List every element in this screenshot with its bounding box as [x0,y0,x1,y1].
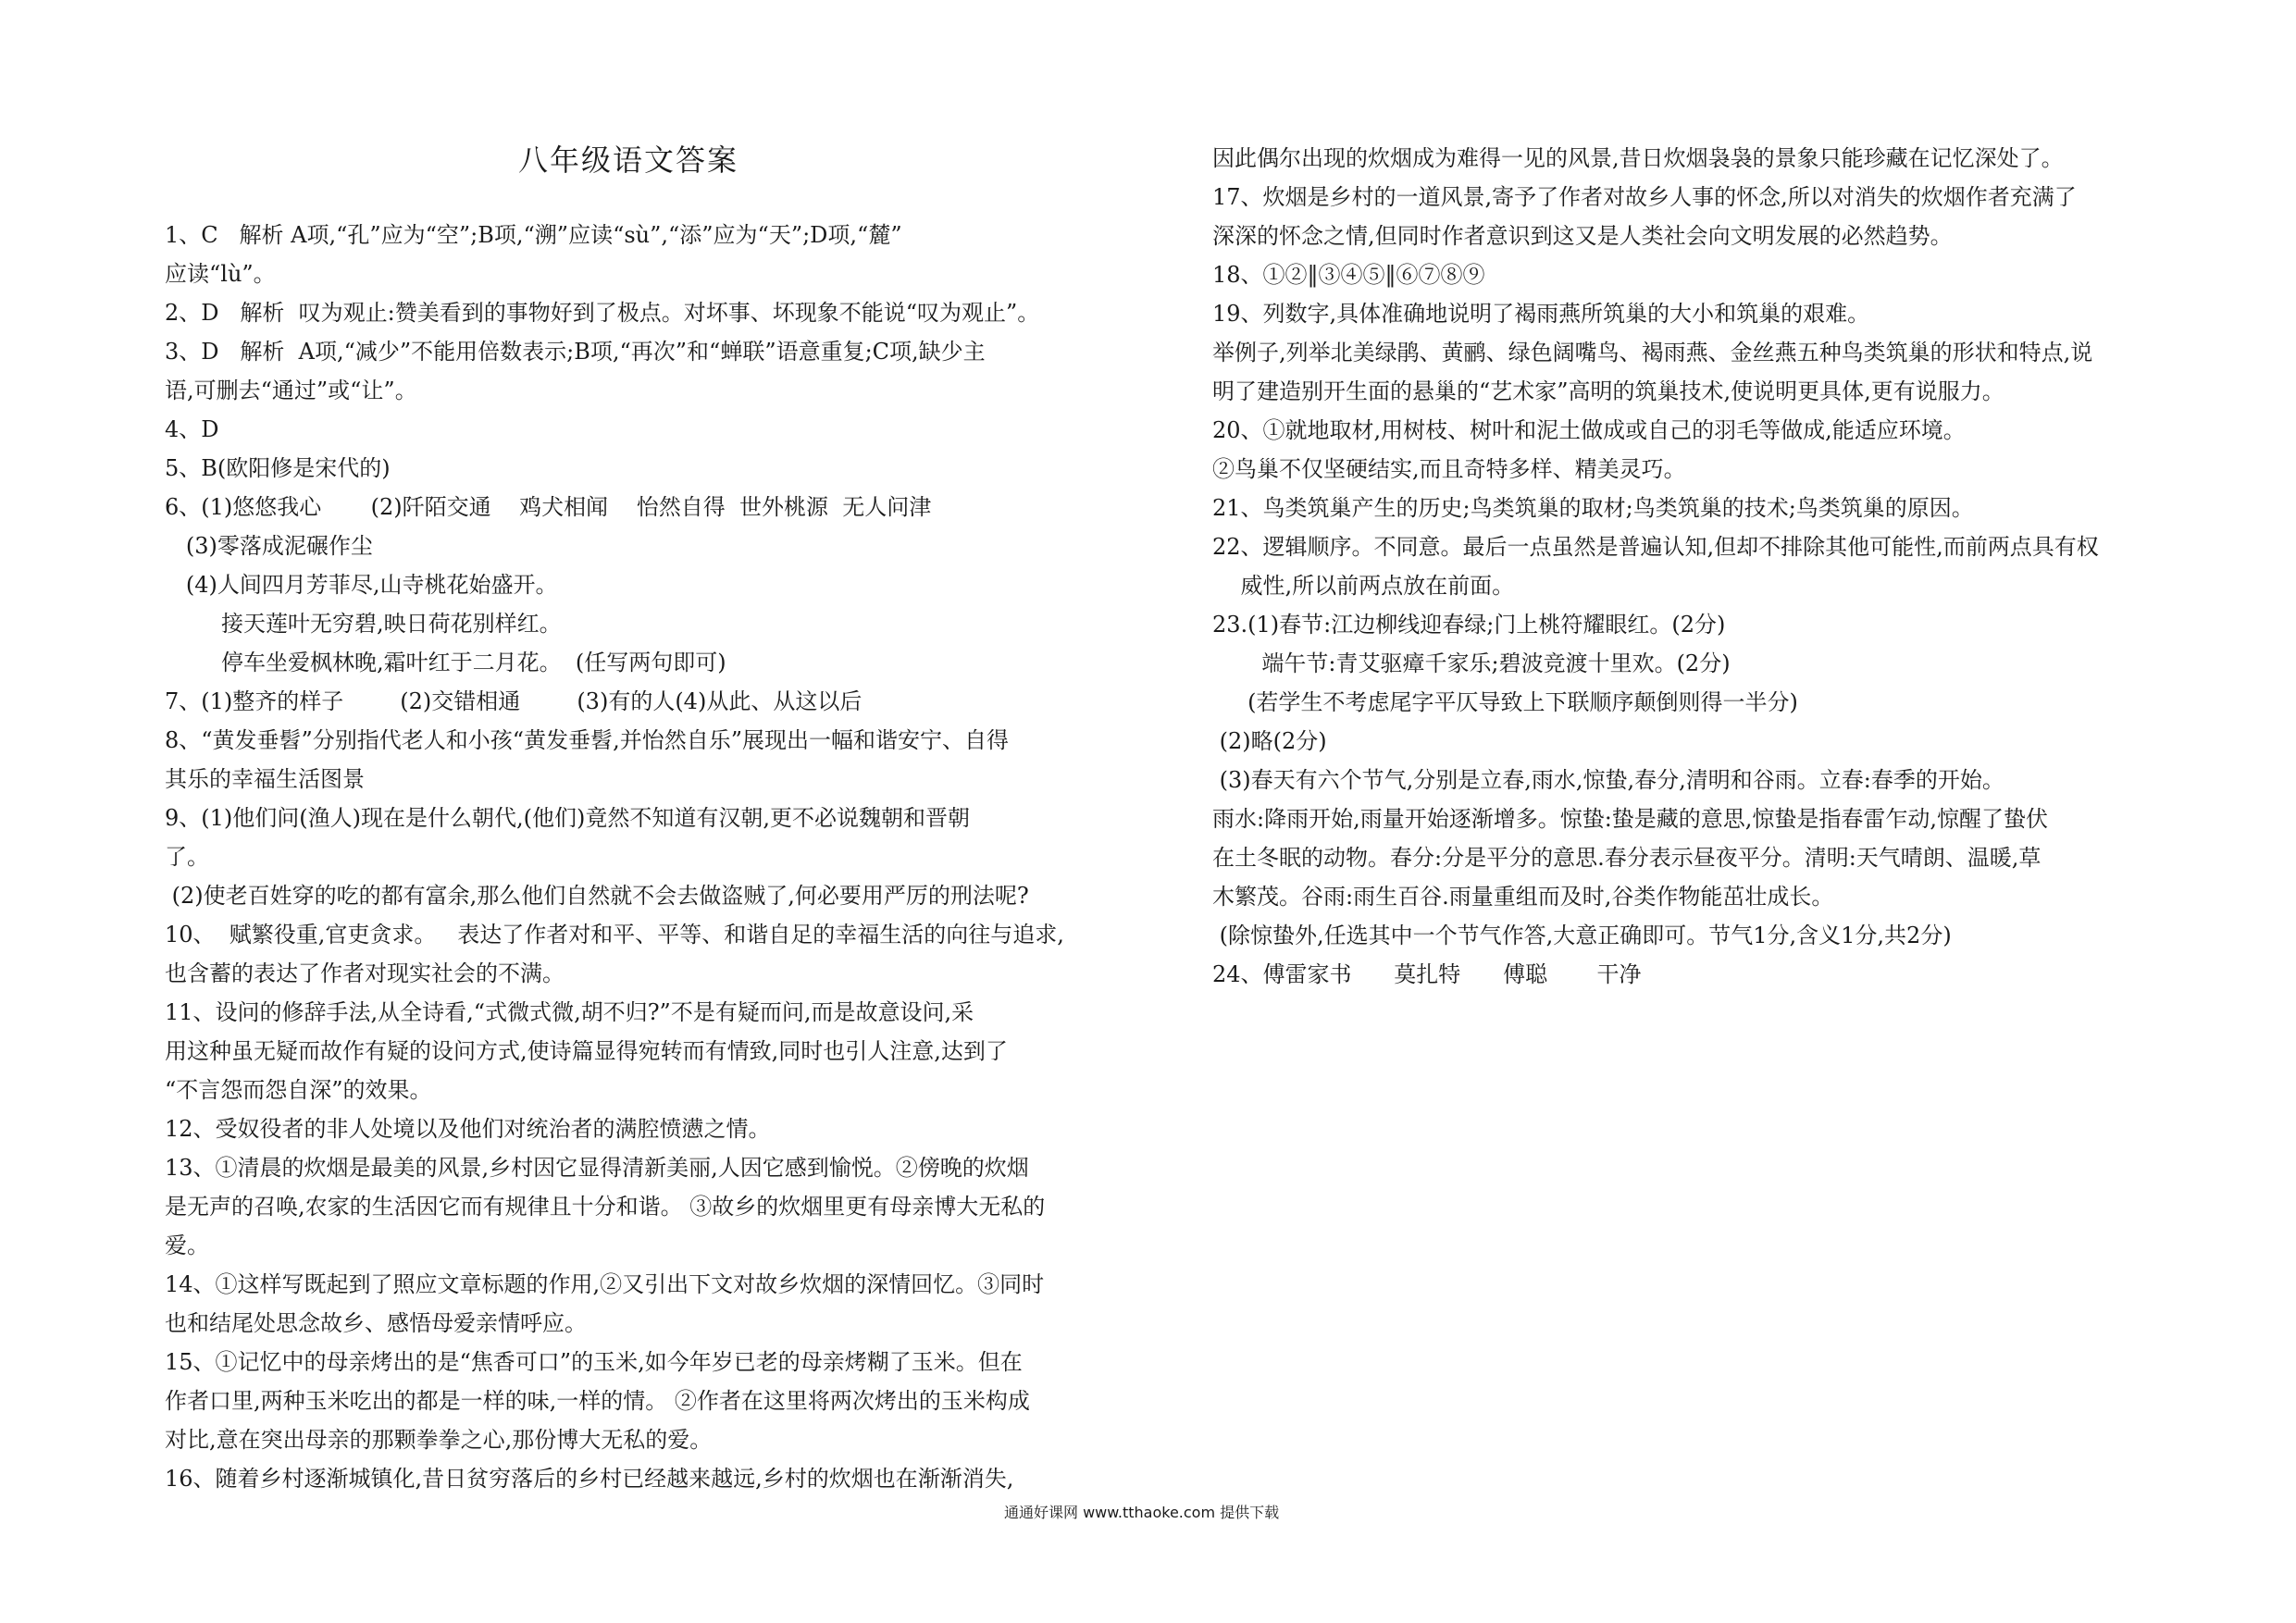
answer-line: 用这种虽无疑而故作有疑的设问方式,使诗篇显得宛转而有情致,同时也引人注意,达到了 [165,1038,1008,1064]
answer-line: 木繁茂。谷雨:雨生百谷.雨量重组而及时,谷类作物能茁壮成长。 [1212,884,1834,910]
answer-line: 作者口里,两种玉米吃出的都是一样的味,一样的情。 ②作者在这里将两次烤出的玉米构成 [165,1388,1030,1414]
answer-line: 8、“黄发垂髫”分别指代老人和小孩“黄发垂髫,并怡然自乐”展现出一幅和谐安宁、自得 [165,727,1009,753]
answer-line: 因此偶尔出现的炊烟成为难得一见的风景,昔日炊烟袅袅的景象只能珍藏在记忆深处了。 [1212,145,2064,171]
answer-line: 17、炊烟是乡村的一道风景,寄予了作者对故乡人事的怀念,所以对消失的炊烟作者充满了 [1212,184,2077,210]
answer-line: 24、傅雷家书 莫扎特 傅聪 干净 [1212,961,1642,987]
answer-line: 威性,所以前两点放在前面。 [1212,573,1515,599]
answer-line: 也含蓄的表达了作者对现实社会的不满。 [165,960,565,986]
answer-line: (除惊蛰外,任选其中一个节气作答,大意正确即可。节气1分,含义1分,共2分) [1212,923,1952,948]
answer-line: 21、鸟类筑巢产生的历史;鸟类筑巢的取材;鸟类筑巢的技术;鸟类筑巢的原因。 [1212,495,1974,521]
answer-line: 1、C 解析 A项,“孔”应为“空”;B项,“溯”应读“sù”,“添”应为“天”;D项,“麓” [165,222,902,248]
answer-line: 停车坐爱枫林晚,霜叶红于二月花。 (任写两句即可) [165,650,726,675]
answer-line: 2、D 解析 叹为观止:赞美看到的事物好到了极点。对坏事、坏现象不能说“叹为观止”。 [165,300,1040,326]
answer-line: 22、逻辑顺序。不同意。最后一点虽然是普遍认知,但却不排除其他可能性,而前两点具有权 [1212,534,2099,560]
answer-line: 19、列数字,具体准确地说明了褐雨燕所筑巢的大小和筑巢的艰难。 [1212,301,1870,327]
answer-line: 也和结尾处思念故乡、感悟母爱亲情呼应。 [165,1310,587,1336]
answer-line: 其乐的幸福生活图景 [165,766,365,792]
answer-line: 15、①记忆中的母亲烤出的是“焦香可口”的玉米,如今年岁已老的母亲烤糊了玉米。但在 [165,1349,1023,1375]
answer-line: (3)零落成泥碾作尘 [165,533,373,559]
answer-line: 在土冬眠的动物。春分:分是平分的意思.春分表示昼夜平分。清明:天气晴朗、温暖,草 [1212,845,2042,871]
answer-line: 3、D 解析 A项,“减少”不能用倍数表示;B项,“再次”和“蝉联”语意重复;C项,缺少主 [165,339,986,365]
answer-line: 5、B(欧阳修是宋代的) [165,455,391,481]
answer-line: 9、(1)他们问(渔人)现在是什么朝代,(他们)竟然不知道有汉朝,更不必说魏朝和晋朝 [165,805,970,831]
answer-line: 是无声的召唤,农家的生活因它而有规律且十分和谐。 ③故乡的炊烟里更有母亲博大无私的 [165,1194,1046,1220]
answer-line: 端午节:青艾驱瘴千家乐;碧波竞渡十里欢。(2分) [1212,650,1731,676]
answer-line: ②鸟巢不仅坚硬结实,而且奇特多样、精美灵巧。 [1212,456,1686,482]
answer-line: (4)人间四月芳菲尽,山寺桃花始盛开。 [165,572,558,598]
answer-line: 14、①这样写既起到了照应文章标题的作用,②又引出下文对故乡炊烟的深情回忆。③同时 [165,1271,1045,1297]
answer-line: 4、D [165,416,219,442]
answer-line: 16、随着乡村逐渐城镇化,昔日贫穷落后的乡村已经越来越远,乡村的炊烟也在渐渐消失, [165,1466,1014,1492]
answer-line: 明了建造别开生面的悬巢的“艺术家”高明的筑巢技术,使说明更具体,更有说服力。 [1212,378,2004,404]
answer-line: 20、①就地取材,用树枝、树叶和泥土做成或自己的羽毛等做成,能适应环境。 [1212,417,1966,443]
answer-line: 爱。 [165,1233,209,1258]
answer-line: 13、①清晨的炊烟是最美的风景,乡村因它显得清新美丽,人因它感到愉悦。②傍晚的炊烟 [165,1155,1029,1181]
answer-line: 语,可删去“通过”或“让”。 [165,378,417,403]
answer-line: 应读“lù”。 [165,261,276,287]
answer-line: 11、设问的修辞手法,从全诗看,“式微式微,胡不归?”不是有疑而问,而是故意设问,采 [165,999,974,1025]
answer-line: 23.(1)春节:江边柳线迎春绿;门上桃符耀眼红。(2分) [1212,612,1726,638]
footer-text: 通通好课网 www.tthaoke.com 提供下载 [1004,1504,1280,1521]
answer-line: (2)使老百姓穿的吃的都有富余,那么他们自然就不会去做盗贼了,何必要用严厉的刑法呢? [165,883,1029,909]
answer-line: 雨水:降雨开始,雨量开始逐渐增多。惊蛰:蛰是藏的意思,惊蛰是指春雷乍动,惊醒了蛰伏 [1212,806,2049,832]
answer-line: 对比,意在突出母亲的那颗拳拳之心,那份博大无私的爱。 [165,1427,713,1453]
answer-line: (2)略(2分) [1212,728,1327,754]
answer-line: (3)春天有六个节气,分别是立春,雨水,惊蛰,春分,清明和谷雨。立春:春季的开始。 [1212,767,2004,793]
answer-line: “不言怨而怨自深”的效果。 [165,1077,432,1103]
answer-line: 接天莲叶无穷碧,映日荷花别样红。 [165,611,562,637]
answer-line: 了。 [165,844,209,870]
answer-line: 10、 赋繁役重,官吏贪求。 表达了作者对和平、平等、和谐自足的幸福生活的向往与追求, [165,922,1064,948]
answer-line: 举例子,列举北美绿鹃、黄鹂、绿色阔嘴鸟、褐雨燕、金丝燕五种鸟类筑巢的形状和特点,说 [1212,340,2093,365]
answer-line: 18、①②‖③④⑤‖⑥⑦⑧⑨ [1212,262,1485,288]
answer-line: 12、受奴役者的非人处境以及他们对统治者的满腔愤懑之情。 [165,1116,771,1142]
answer-line: (若学生不考虑尾字平仄导致上下联顺序颠倒则得一半分) [1212,689,1798,715]
answer-line: 6、(1)悠悠我心 (2)阡陌交通 鸡犬相闻 怡然自得 世外桃源 无人问津 [165,494,932,520]
answer-line: 7、(1)整齐的样子 (2)交错相通 (3)有的人(4)从此、从这以后 [165,688,863,714]
page-title: 八年级语文答案 [518,142,739,178]
answer-line: 深深的怀念之情,但同时作者意识到这又是人类社会向文明发展的必然趋势。 [1212,223,1953,249]
